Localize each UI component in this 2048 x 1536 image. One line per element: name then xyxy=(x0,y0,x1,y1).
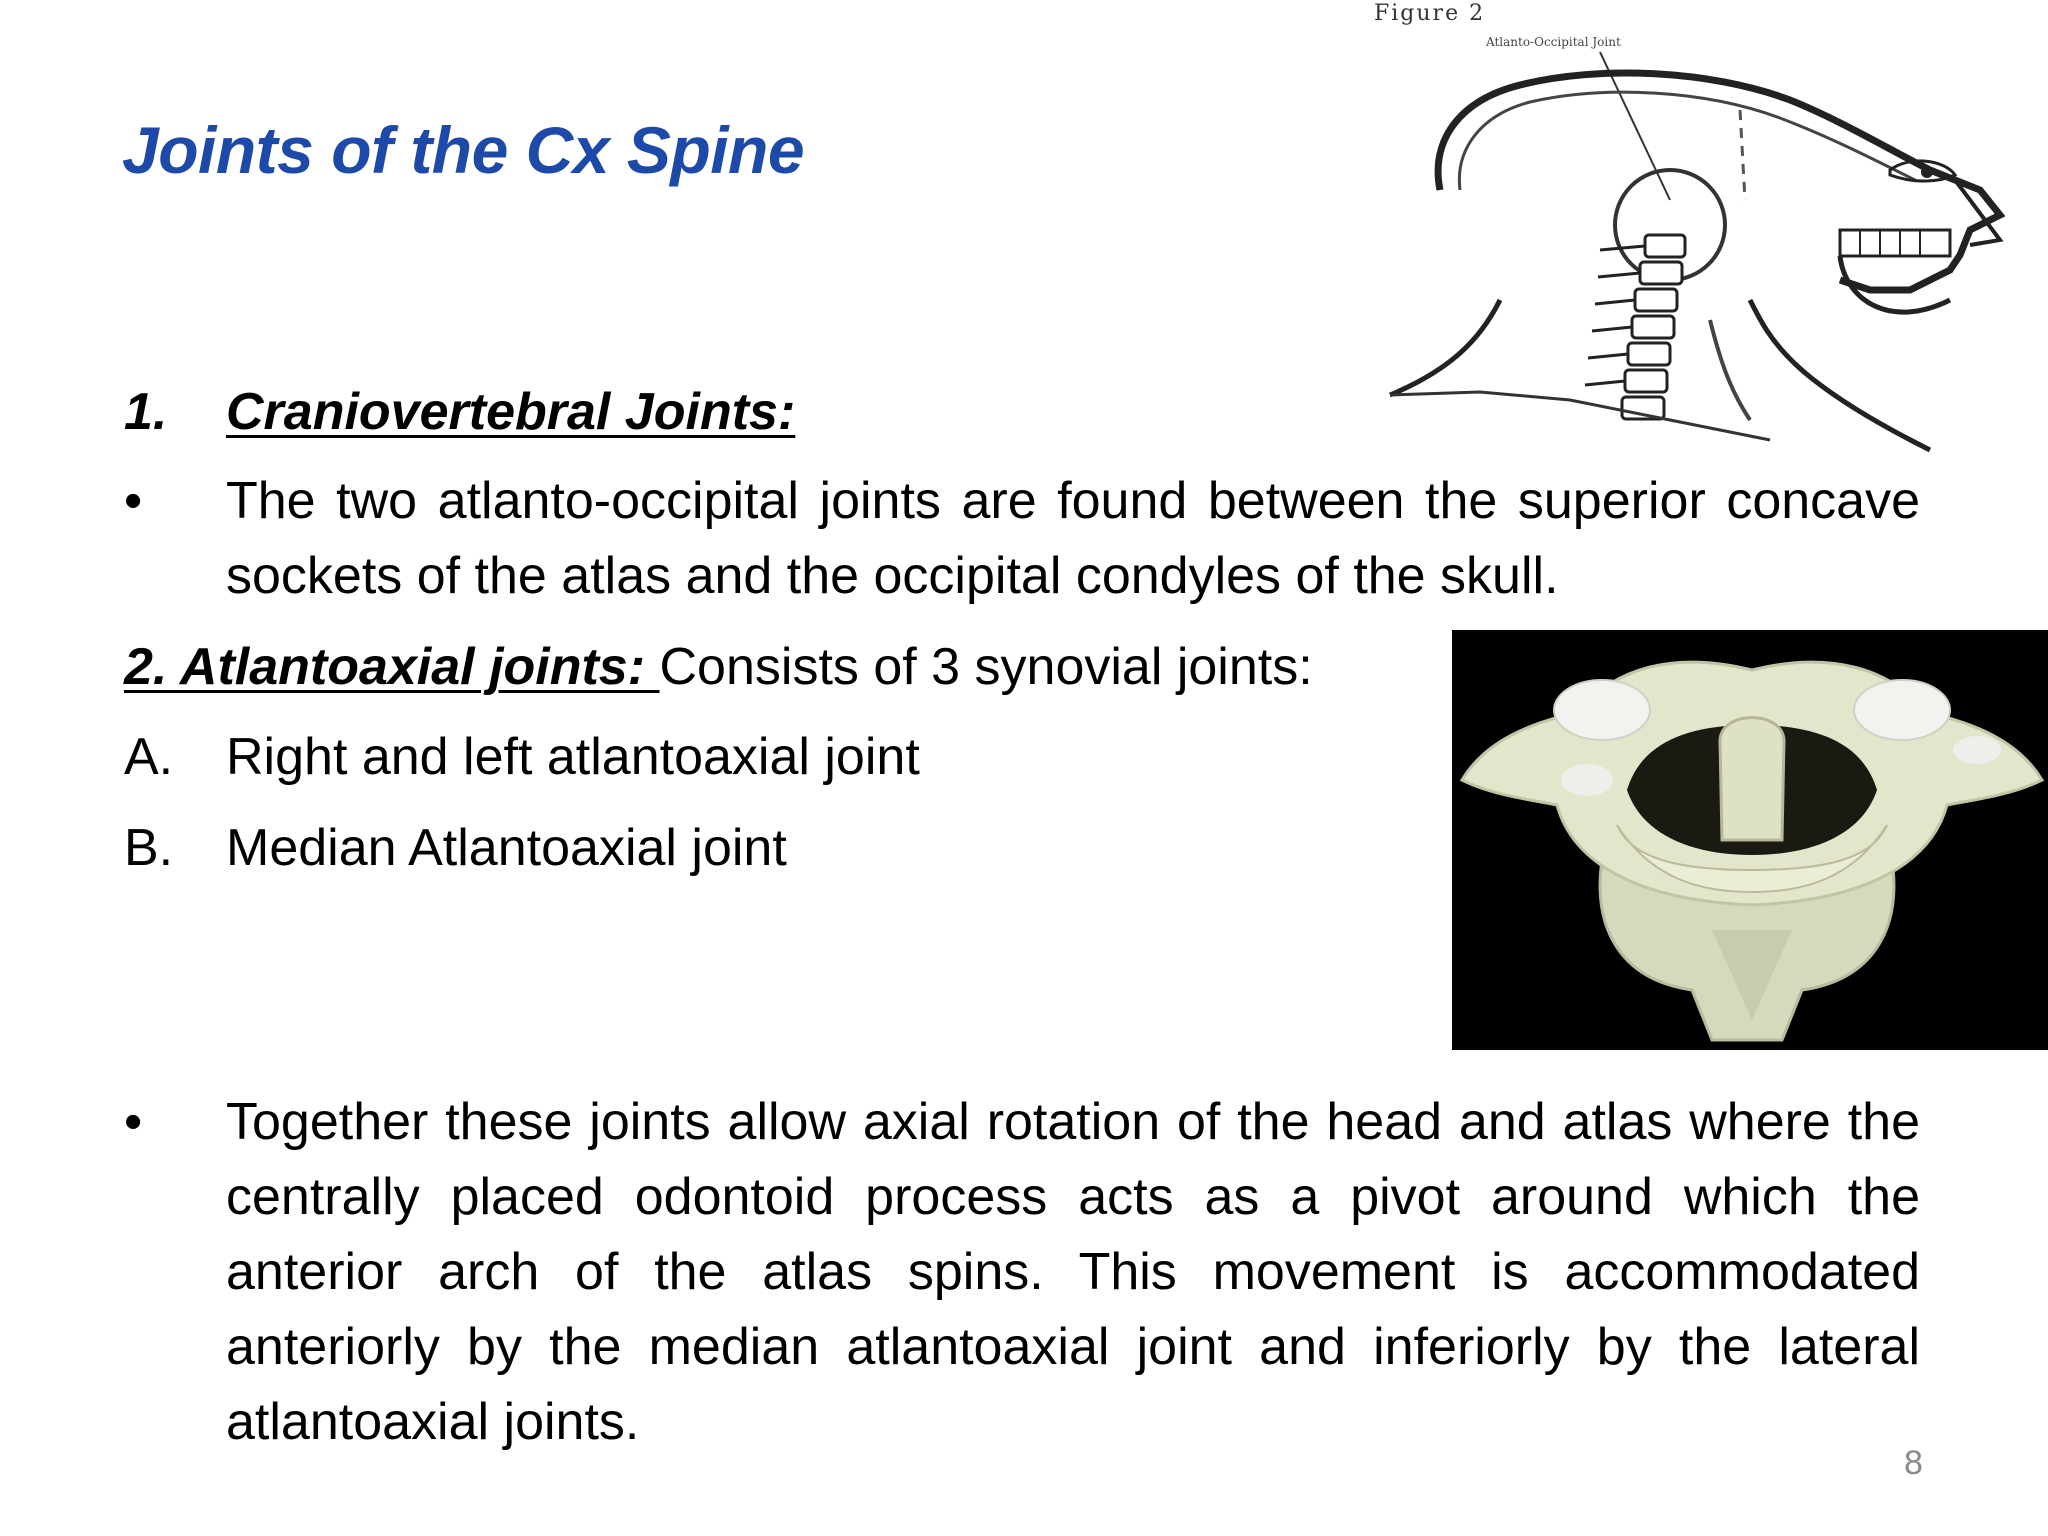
section2-intro: Consists of 3 synovial joints: xyxy=(659,638,1313,696)
section1-heading-text-line xyxy=(226,375,795,450)
section1-heading: Craniovertebral Joints: xyxy=(226,383,796,441)
slide-title: Joints of the Cx Spine xyxy=(122,113,805,187)
section1-bullet: • xyxy=(124,472,143,530)
atlas-axis-vertebra-figure xyxy=(1452,630,2048,1050)
item-b-text: Median Atlantoaxial joint xyxy=(226,819,787,877)
summary-bullet: • xyxy=(124,1093,143,1151)
section2-heading-line xyxy=(124,630,1313,705)
figure-sublabel: Atlanto-Occipital Joint xyxy=(1486,35,1621,49)
figure-caption: Figure 2 xyxy=(1374,1,1486,26)
section2-heading: 2. Atlantoaxial joints: xyxy=(124,638,660,696)
page-number: 8 xyxy=(1904,1444,1923,1482)
section1-number: 1. xyxy=(124,383,168,441)
summary-text: Together these joints allow axial rotation of the head and atlas where the centrally placed odontoid process acts as a pivot around which the anterior arch of the atlas spins. This movement is accommodated anteriorly by the median atlantoaxial joint and inferiorly by the lateral atlantoaxial joints. xyxy=(226,1093,1920,1451)
section1-bullet-text: The two atlanto-occipital joints are found between the superior concave sockets of the atlas and the occipital condyles of the skull. xyxy=(226,472,1920,605)
head-sketch-figure xyxy=(1370,0,2040,460)
item-b-marker: B. xyxy=(124,819,174,877)
item-a-text: Right and left atlantoaxial joint xyxy=(226,728,920,786)
section1-heading-line xyxy=(124,375,167,450)
item-a-marker: A. xyxy=(124,728,174,786)
